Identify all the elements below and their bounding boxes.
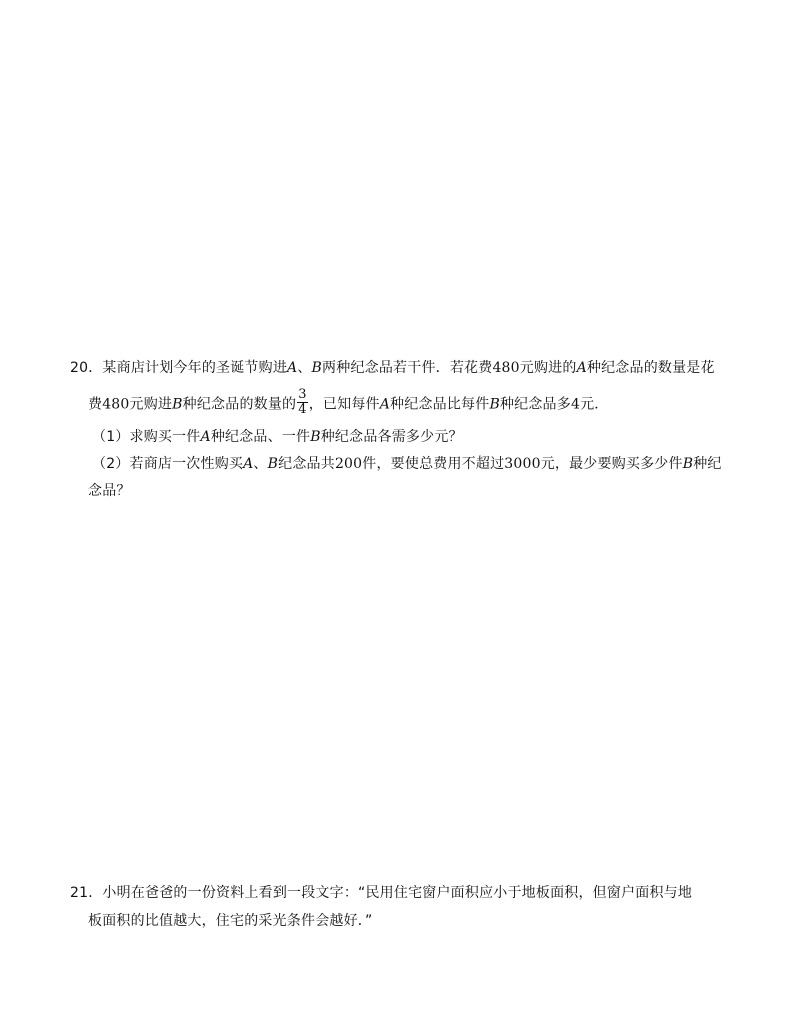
q20-text: 种纪念品各需多少元？ — [320, 429, 463, 445]
q20-text: （2）若商店一次性购买 — [92, 456, 244, 472]
q20-text: 种纪念品多 — [499, 396, 571, 413]
q21-text: 板面积的比值越大，住宅的采光条件会越好．” — [88, 913, 373, 929]
q21-text: 21．小明在爸爸的一份资料上看到一段文字：“民用住宅窗户面积应小于地板面积，但窗户面积与地 — [70, 885, 693, 901]
var-a: A — [379, 396, 391, 413]
q20-text: 种纪念品的数量是花 — [586, 360, 715, 376]
var-a: A — [576, 360, 587, 376]
q20-text: 元，最少要购买多少件 — [540, 456, 683, 472]
q20-number: 20． — [70, 360, 103, 376]
q20-text: 件，要使总费用不超过 — [362, 456, 505, 472]
var-b: B — [267, 456, 279, 472]
number: 480 — [492, 360, 520, 376]
q20-part-2-continued — [88, 481, 131, 501]
var-a: A — [243, 456, 254, 472]
q20-text: 两种纪念品若干件．若花费 — [322, 360, 493, 376]
q20-text: 种纪念品、一件 — [210, 429, 311, 445]
q20-text: ，已知每件 — [308, 396, 380, 413]
q20-text: 纪念品共 — [278, 456, 335, 472]
q20-text: 元购进 — [129, 396, 173, 413]
number: 200 — [334, 456, 363, 472]
q21-line-2 — [88, 911, 372, 931]
q20-text: 、 — [253, 456, 268, 472]
q20-text: 种纪念品比每件 — [390, 396, 490, 413]
q20-text: （1）求购买一件 — [92, 429, 201, 445]
q20-text: 某商店计划今年的圣诞节购进 — [102, 360, 288, 376]
var-a: A — [287, 360, 298, 376]
var-b: B — [682, 456, 694, 472]
q20-text: 种纪念品的数量的 — [182, 396, 297, 413]
q20-text: 元购进的 — [519, 360, 577, 376]
q20-part-2 — [92, 454, 722, 474]
q20-text: 种纪 — [693, 456, 722, 472]
q20-text: 念品？ — [88, 483, 131, 499]
var-a: A — [200, 429, 211, 445]
q20-text: 费 — [88, 396, 103, 413]
var-b: B — [311, 360, 323, 376]
q20-line-1 — [70, 358, 715, 378]
number: 480 — [102, 396, 130, 413]
q20-text: 元． — [580, 396, 609, 413]
q20-part-1 — [92, 427, 463, 447]
number: 3000 — [504, 456, 541, 472]
q20-text: 、 — [297, 360, 312, 376]
var-b: B — [489, 396, 500, 413]
fraction-numerator: 3 — [298, 387, 307, 402]
number: 4 — [570, 396, 581, 413]
var-b: B — [310, 429, 321, 445]
var-b: B — [172, 396, 183, 413]
q21-line-1 — [70, 883, 692, 903]
q20-line-2 — [88, 387, 609, 419]
fraction-three-quarters — [297, 388, 307, 417]
fraction-denominator: 4 — [298, 402, 307, 417]
